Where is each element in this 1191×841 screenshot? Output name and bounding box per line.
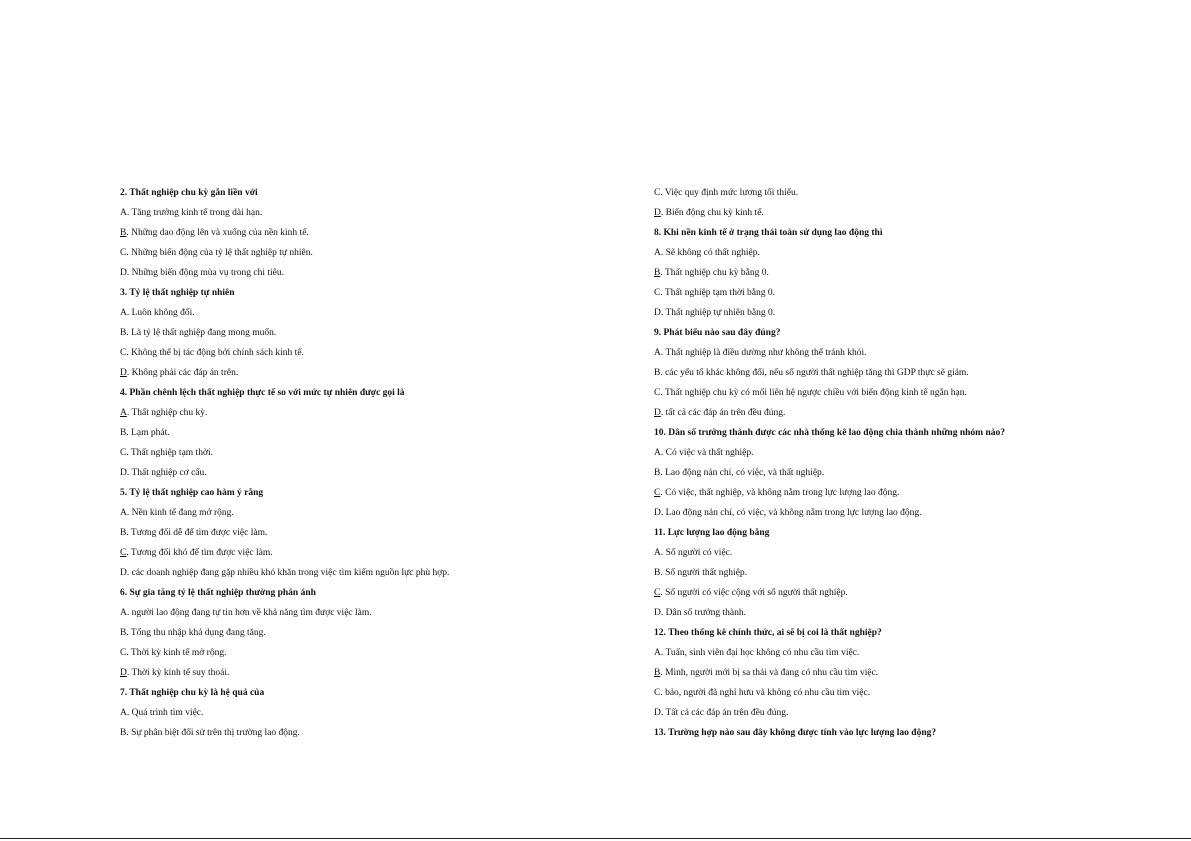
- answer-text: . Sẽ không có thất nghiệp.: [660, 248, 760, 258]
- answer-letter: A: [120, 208, 127, 218]
- answer-letter: A: [654, 248, 661, 258]
- question-heading: 9. Phát biểu nào sau đây đúng?: [654, 328, 781, 338]
- question-heading: 6. Sự gia tăng tỷ lệ thất nghiệp thường phản ánh: [120, 588, 316, 598]
- answer-letter: C: [654, 688, 661, 698]
- correct-answer-letter: C: [654, 488, 661, 498]
- answer-letter: D: [120, 268, 127, 278]
- answer-text: . Không thể bị tác động bởi chính sách kinh tế.: [126, 348, 304, 358]
- answer-letter: A: [654, 448, 661, 458]
- answer-option: [654, 383, 1174, 403]
- answer-letter: D: [120, 568, 127, 578]
- answer-option: [120, 343, 640, 363]
- answer-option: [654, 603, 1174, 623]
- answer-option: [654, 683, 1174, 703]
- answer-option: [120, 543, 640, 563]
- answer-option: [654, 543, 1174, 563]
- answer-text: . Thất nghiệp cơ cấu.: [126, 468, 207, 478]
- answer-text: . Dân số trưởng thành.: [660, 608, 746, 618]
- answer-letter: B: [654, 468, 661, 478]
- correct-answer-letter: C: [120, 548, 127, 558]
- answer-text: . Luôn không đổi.: [126, 308, 195, 318]
- answer-text: . Thất nghiệp chu kỳ bằng 0.: [660, 268, 769, 278]
- answer-text: . Số người có việc cộng với số người thất nghiệp.: [660, 588, 848, 598]
- correct-answer-letter: D: [654, 208, 661, 218]
- answer-option: [654, 183, 1174, 203]
- answer-text: . Tổng thu nhập khả dụng đang tăng.: [126, 628, 266, 638]
- answer-text: . Thất nghiệp chu kỳ.: [126, 408, 208, 418]
- answer-text: . Lao động nản chí, có việc, và không nằm trong lực lượng lao động.: [660, 508, 922, 518]
- answer-letter: B: [654, 568, 661, 578]
- answer-option: [654, 203, 1174, 223]
- question-heading: 2. Thất nghiệp chu kỳ gắn liền với: [120, 188, 258, 198]
- answer-option: [654, 443, 1174, 463]
- answer-option: [654, 283, 1174, 303]
- answer-text: . Thất nghiệp tự nhiên bằng 0.: [660, 308, 776, 318]
- answer-text: . Tương đối dễ để tìm được việc làm.: [126, 528, 268, 538]
- answer-letter: C: [120, 348, 127, 358]
- answer-option: [654, 583, 1174, 603]
- answer-letter: A: [120, 608, 127, 618]
- answer-option: [120, 223, 640, 243]
- answer-option: [654, 483, 1174, 503]
- answer-text: . Thất nghiệp tạm thời.: [126, 448, 213, 458]
- answer-option: [654, 243, 1174, 263]
- answer-text: . Những biến động của tỷ lệ thất nghiệp tự nhiên.: [126, 248, 313, 258]
- answer-text: . Tuấn, sinh viên đại học không có nhu cầu tìm việc.: [660, 648, 860, 658]
- correct-answer-letter: B: [654, 268, 661, 278]
- answer-letter: D: [654, 708, 661, 718]
- answer-text: . Những biến động mùa vụ trong chi tiêu.: [126, 268, 285, 278]
- answer-text: . Là tỷ lệ thất nghiệp đang mong muốn.: [126, 328, 277, 338]
- left-column: [120, 183, 640, 743]
- answer-option: [120, 663, 640, 683]
- answer-option: [120, 303, 640, 323]
- answer-letter: B: [120, 528, 127, 538]
- answer-option: [654, 303, 1174, 323]
- answer-text: . Sự phân biệt đối sử trên thị trường lao động.: [126, 728, 300, 738]
- correct-answer-letter: C: [654, 588, 661, 598]
- answer-letter: A: [120, 708, 127, 718]
- answer-option: [120, 263, 640, 283]
- answer-option: [120, 523, 640, 543]
- answer-text: . Số người thất nghiệp.: [660, 568, 748, 578]
- answer-text: . Lạm phát.: [126, 428, 170, 438]
- answer-letter: A: [654, 648, 661, 658]
- answer-letter: A: [654, 348, 661, 358]
- answer-option: [654, 263, 1174, 283]
- answer-letter: D: [654, 508, 661, 518]
- bottom-divider: [0, 838, 1191, 839]
- answer-text: . tất cả các đáp án trên đều đúng.: [660, 408, 786, 418]
- answer-letter: B: [120, 628, 127, 638]
- question-heading: 5. Tỷ lệ thất nghiệp cao hàm ý rằng: [120, 488, 264, 498]
- answer-option: [654, 703, 1174, 723]
- answer-option: [654, 563, 1174, 583]
- answer-text: . Số người có việc.: [660, 548, 733, 558]
- answer-text: . các doanh nghiệp đang gặp nhiều khó khăn trong việc tìm kiếm nguồn lực phù hợp.: [126, 568, 450, 578]
- answer-letter: B: [120, 328, 127, 338]
- answer-text: . Không phải các đáp án trên.: [126, 368, 239, 378]
- answer-option: [654, 643, 1174, 663]
- question-heading: 4. Phần chênh lệch thất nghiệp thực tế so với mức tự nhiên được gọi là: [120, 388, 405, 398]
- answer-letter: D: [120, 468, 127, 478]
- question-heading: 12. Theo thống kê chính thức, ai sẽ bị coi là thất nghiệp?: [654, 628, 882, 638]
- correct-answer-letter: D: [120, 368, 127, 378]
- answer-letter: B: [120, 428, 127, 438]
- answer-letter: C: [654, 388, 661, 398]
- answer-text: . Lao động nản chí, có việc, và thất nghiệp.: [660, 468, 825, 478]
- answer-option: [120, 563, 640, 583]
- correct-answer-letter: B: [120, 228, 127, 238]
- answer-option: [120, 243, 640, 263]
- question-heading: 7. Thất nghiệp chu kỳ là hệ quả của: [120, 688, 265, 698]
- answer-letter: C: [654, 188, 661, 198]
- answer-letter: D: [654, 308, 661, 318]
- question-heading: 8. Khi nền kinh tế ở trạng thái toàn sử dụng lao động thì: [654, 228, 883, 238]
- answer-text: . Có việc và thất nghiệp.: [660, 448, 754, 458]
- answer-letter: A: [120, 308, 127, 318]
- answer-option: [120, 403, 640, 423]
- answer-option: [654, 503, 1174, 523]
- answer-text: . Thất nghiệp chu kỳ có mối liên hệ ngược chiều với biến động kinh tế ngắn hạn.: [660, 388, 967, 398]
- question-heading: 11. Lực lượng lao động bằng: [654, 528, 770, 538]
- answer-text: . Minh, người mới bị sa thải và đang có nhu cầu tìm việc.: [660, 668, 879, 678]
- answer-text: . Biến động chu kỳ kinh tế.: [660, 208, 764, 218]
- correct-answer-letter: D: [120, 668, 127, 678]
- answer-letter: C: [120, 248, 127, 258]
- question-heading: 13. Trường hợp nào sau đây không được tính vào lực lượng lao động?: [654, 728, 937, 738]
- answer-option: [120, 723, 640, 743]
- correct-answer-letter: B: [654, 668, 661, 678]
- answer-option: [120, 643, 640, 663]
- answer-text: . Có việc, thất nghiệp, và không nằm trong lực lượng lao động.: [660, 488, 900, 498]
- answer-text: . Thất nghiệp tạm thời bằng 0.: [660, 288, 775, 298]
- answer-text: . Thời kỳ kinh tế suy thoái.: [126, 668, 230, 678]
- answer-text: . Tăng trưởng kinh tế trong dài hạn.: [126, 208, 263, 218]
- answer-text: . Việc quy định mức lương tối thiểu.: [660, 188, 799, 198]
- answer-text: . Những dao động lên và xuống của nền kinh tế.: [126, 228, 309, 238]
- answer-option: [654, 463, 1174, 483]
- answer-letter: C: [120, 648, 127, 658]
- answer-option: [120, 203, 640, 223]
- correct-answer-letter: A: [120, 408, 127, 418]
- answer-option: [120, 623, 640, 643]
- answer-letter: A: [654, 548, 661, 558]
- answer-text: . các yếu tố khác không đổi, nếu số người thất nghiệp tăng thì GDP thực sẽ giảm.: [660, 368, 969, 378]
- answer-option: [654, 403, 1174, 423]
- answer-letter: C: [654, 288, 661, 298]
- answer-letter: A: [120, 508, 127, 518]
- answer-letter: B: [120, 728, 127, 738]
- answer-text: . Thời kỳ kinh tế mở rộng.: [126, 648, 227, 658]
- right-column: [654, 183, 1174, 743]
- answer-text: . Tương đối khó để tìm được việc làm.: [126, 548, 273, 558]
- answer-option: [654, 663, 1174, 683]
- answer-option: [120, 603, 640, 623]
- answer-text: . Quá trình tìm việc.: [126, 708, 204, 718]
- answer-text: . Thất nghiệp là điều dường như không thể tránh khỏi.: [660, 348, 867, 358]
- answer-option: [120, 503, 640, 523]
- correct-answer-letter: D: [654, 408, 661, 418]
- answer-option: [120, 423, 640, 443]
- answer-text: . Tất cả các đáp án trên đều đúng.: [660, 708, 789, 718]
- question-heading: 10. Dân số trưởng thành được các nhà thống kê lao động chia thành những nhóm nào?: [654, 428, 1005, 438]
- answer-letter: C: [120, 448, 127, 458]
- answer-letter: D: [654, 608, 661, 618]
- answer-text: . bảo, người đã nghỉ hưu và không có nhu cầu tìm việc.: [660, 688, 871, 698]
- question-heading: 3. Tỷ lệ thất nghiệp tự nhiên: [120, 288, 235, 298]
- answer-option: [120, 703, 640, 723]
- answer-option: [654, 363, 1174, 383]
- answer-option: [120, 463, 640, 483]
- answer-text: . Nền kinh tế đang mở rộng.: [126, 508, 234, 518]
- answer-option: [654, 343, 1174, 363]
- answer-option: [120, 443, 640, 463]
- answer-text: . người lao động đang tự tin hơn về khả năng tìm được việc làm.: [126, 608, 372, 618]
- answer-letter: B: [654, 368, 661, 378]
- answer-option: [120, 363, 640, 383]
- answer-option: [120, 323, 640, 343]
